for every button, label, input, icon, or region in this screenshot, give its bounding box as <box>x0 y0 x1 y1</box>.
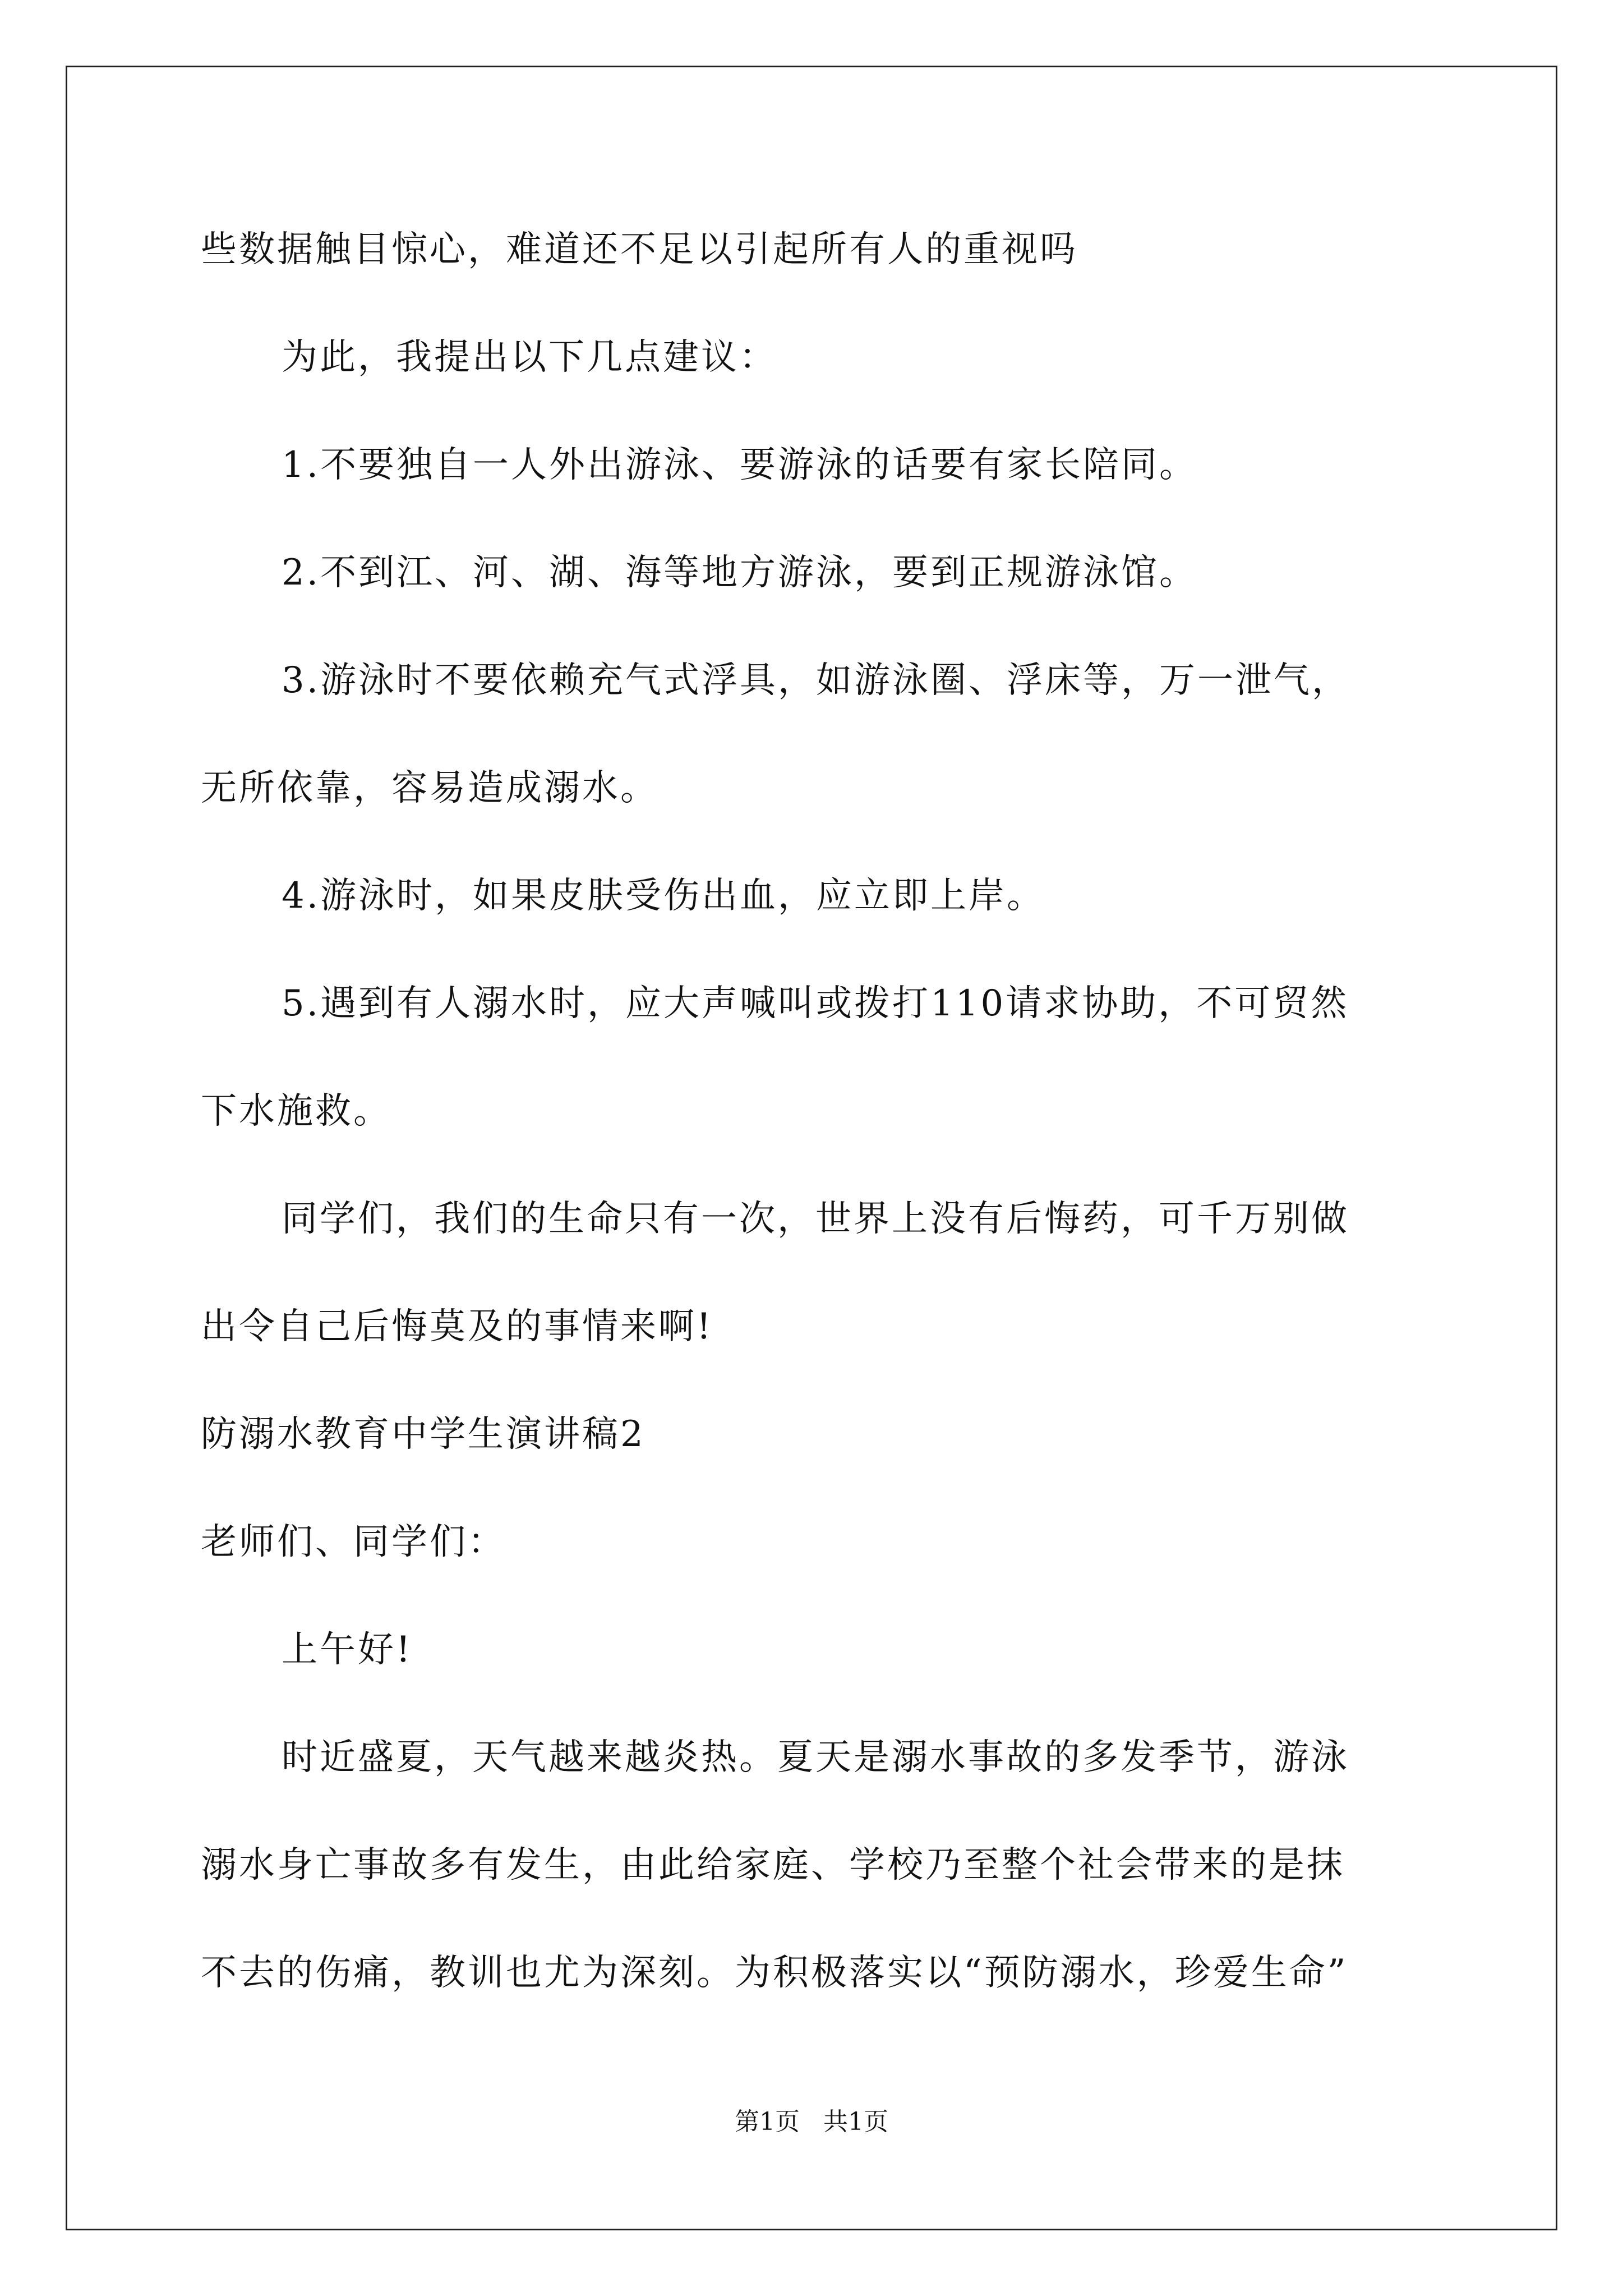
text-line-4: 2.不到江、河、湖、海等地方游泳，要到正规游泳馆。 <box>282 552 1198 593</box>
text-line-2: 为此，我提出以下几点建议： <box>282 337 777 378</box>
text-line-15: 时近盛夏，天气越来越炎热。夏天是溺水事故的多发季节，游泳 <box>282 1737 1349 1778</box>
page-footer: 第1页 共1页 <box>735 2108 888 2136</box>
text-line-8: 5.遇到有人溺水时，应大声喊叫或拨打110请求协助，不可贸然 <box>282 983 1349 1024</box>
text-line-5: 3.游泳时不要依赖充气式浮具，如游泳圈、浮床等，万一泄气， <box>282 660 1350 701</box>
text-line-16: 溺水身亡事故多有发生，由此给家庭、学校乃至整个社会带来的是抹 <box>201 1844 1345 1886</box>
text-line-1: 些数据触目惊心，难道还不足以引起所有人的重视吗 <box>201 229 1078 270</box>
salutation: 老师们、同学们： <box>201 1521 506 1563</box>
text-line-3: 1.不要独自一人外出游泳、要游泳的话要有家长陪同。 <box>282 444 1198 486</box>
section-heading: 防溺水教育中学生演讲稿2 <box>201 1414 645 1455</box>
text-line-7: 4.游泳时，如果皮肤受伤出血，应立即上岸。 <box>282 875 1045 917</box>
text-line-9: 下水施救。 <box>201 1091 391 1132</box>
text-line-11: 出令自己后悔莫及的事情来啊! <box>201 1306 713 1347</box>
text-line-17: 不去的伤痛，教训也尤为深刻。为积极落实以“预防溺水，珍爱生命” <box>201 1952 1348 1994</box>
text-line-6: 无所依靠，容易造成溺水。 <box>201 767 658 809</box>
text-line-10: 同学们，我们的生命只有一次，世界上没有后悔药，可千万别做 <box>282 1198 1349 1240</box>
page-border <box>66 66 1557 2230</box>
greeting: 上午好! <box>282 1629 413 1671</box>
